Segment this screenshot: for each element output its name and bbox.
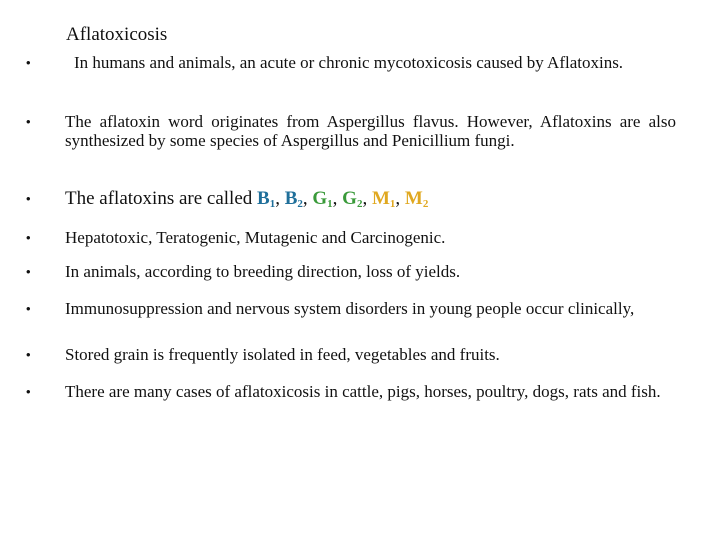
separator: , xyxy=(302,188,313,209)
separator: , xyxy=(395,188,405,209)
list-item xyxy=(26,299,676,318)
aflatoxin-b1: $B_1$ xyxy=(257,188,276,210)
list-item-text: Stored grain is frequently isolated in feed, vegetables and fruits. xyxy=(65,345,500,364)
separator: , xyxy=(362,188,372,209)
list-item-text: The aflatoxin word originates from Aspergillus flavus. However, Aflatoxins are also synthesized by some species of Aspergillus and Penicillium fungi. xyxy=(65,112,676,150)
bullet-icon: • xyxy=(26,264,31,279)
separator: , xyxy=(275,188,285,209)
aflatoxin-m1: $M_1$ xyxy=(371,188,396,210)
list-item xyxy=(26,112,676,150)
aflatoxin-types-line xyxy=(65,188,676,210)
separator: , xyxy=(332,188,343,209)
list-item-text: In humans and animals, an acute or chronic mycotoxicosis caused by Aflatoxins. xyxy=(74,53,624,72)
bullet-icon: • xyxy=(26,191,31,206)
slide-title: Aflatoxicosis xyxy=(66,24,168,45)
list-item xyxy=(26,345,676,364)
aflatoxin-b2: $B_2$ xyxy=(284,188,303,210)
list-item xyxy=(26,262,676,281)
bullet-icon: • xyxy=(26,114,31,129)
bullet-icon: • xyxy=(26,301,31,316)
list-item-text: There are many cases of aflatoxicosis in cattle, pigs, horses, poultry, dogs, rats and fish. xyxy=(65,382,661,401)
list-item-text: Hepatotoxic, Teratogenic, Mutagenic and Carcinogenic. xyxy=(65,228,446,247)
list-item xyxy=(26,188,676,210)
aflatoxin-g2: $G_2$ xyxy=(342,188,363,210)
aflatoxin-m2: $M_2$ xyxy=(404,188,429,210)
list-item xyxy=(26,228,676,247)
aflatoxin-g1: $G_1$ xyxy=(312,188,333,210)
bullet-icon: • xyxy=(26,230,31,245)
list-item xyxy=(26,53,676,72)
bullet-icon: • xyxy=(26,347,31,362)
list-item-text: In animals, according to breeding direction, loss of yields. xyxy=(65,262,461,281)
aflatoxin-types-prefix: The aflatoxins are called xyxy=(65,188,258,209)
bullet-icon: • xyxy=(26,384,31,399)
bullet-icon: • xyxy=(26,55,31,70)
list-item xyxy=(26,382,676,401)
list-item-text: Immunosuppression and nervous system disorders in young people occur clinically, xyxy=(65,299,635,318)
